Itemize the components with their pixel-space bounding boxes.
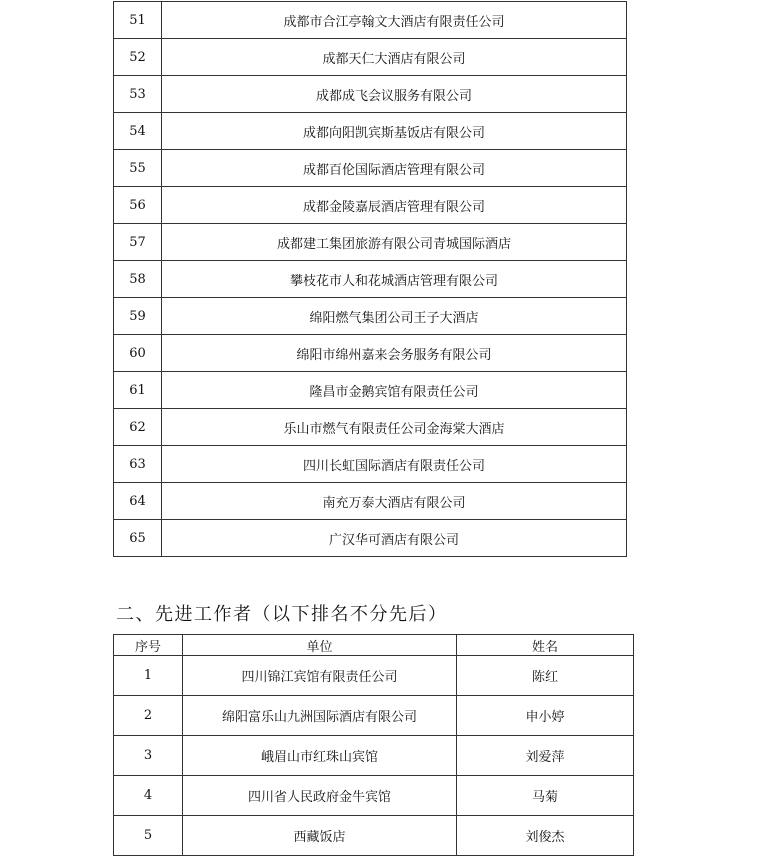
- section-heading: 二、先进工作者（以下排名不分先后）: [116, 604, 448, 625]
- row-number: 5: [114, 816, 183, 856]
- unit-name: 成都建工集团旅游有限公司青城国际酒店: [162, 224, 627, 261]
- table-row: [114, 2, 627, 39]
- advanced-workers-table: [113, 634, 634, 856]
- table-row: [114, 696, 634, 736]
- table-row: [114, 335, 627, 372]
- worker-unit: 绵阳富乐山九洲国际酒店有限公司: [183, 696, 457, 736]
- unit-name: 四川长虹国际酒店有限责任公司: [162, 446, 627, 483]
- unit-name: 乐山市燃气有限责任公司金海棠大酒店: [162, 409, 627, 446]
- unit-name: 广汉华可酒店有限公司: [162, 520, 627, 557]
- table-row: [114, 409, 627, 446]
- unit-name: 隆昌市金鹅宾馆有限责任公司: [162, 372, 627, 409]
- award-units-table: [113, 1, 627, 557]
- row-number: 53: [114, 76, 162, 113]
- table-row: [114, 736, 634, 776]
- unit-name: 成都向阳凯宾斯基饭店有限公司: [162, 113, 627, 150]
- unit-name: 绵阳市绵州嘉来会务服务有限公司: [162, 335, 627, 372]
- row-number: 4: [114, 776, 183, 816]
- row-number: 55: [114, 150, 162, 187]
- table-row: [114, 483, 627, 520]
- table-row: [114, 776, 634, 816]
- worker-unit: 四川省人民政府金牛宾馆: [183, 776, 457, 816]
- row-number: 57: [114, 224, 162, 261]
- row-number: 60: [114, 335, 162, 372]
- table-row: [114, 113, 627, 150]
- table-row: [114, 298, 627, 335]
- row-number: 1: [114, 656, 183, 696]
- worker-name: 马菊: [457, 776, 634, 816]
- table-row: [114, 150, 627, 187]
- workers-table-body: [114, 656, 634, 856]
- table-row: [114, 187, 627, 224]
- unit-name: 成都天仁大酒店有限公司: [162, 39, 627, 76]
- unit-name: 成都百伦国际酒店管理有限公司: [162, 150, 627, 187]
- row-number: 3: [114, 736, 183, 776]
- column-header-unit: 单位: [183, 635, 457, 656]
- worker-unit: 峨眉山市红珠山宾馆: [183, 736, 457, 776]
- worker-unit: 四川锦江宾馆有限责任公司: [183, 656, 457, 696]
- worker-name: 申小婷: [457, 696, 634, 736]
- row-number: 58: [114, 261, 162, 298]
- column-header-name: 姓名: [457, 635, 634, 656]
- row-number: 63: [114, 446, 162, 483]
- unit-name: 攀枝花市人和花城酒店管理有限公司: [162, 261, 627, 298]
- column-header-number: 序号: [114, 635, 183, 656]
- award-units-table-body: [114, 2, 627, 557]
- row-number: 54: [114, 113, 162, 150]
- row-number: 62: [114, 409, 162, 446]
- row-number: 64: [114, 483, 162, 520]
- worker-name: 陈红: [457, 656, 634, 696]
- table-row: [114, 224, 627, 261]
- row-number: 51: [114, 2, 162, 39]
- table-row: [114, 39, 627, 76]
- row-number: 65: [114, 520, 162, 557]
- unit-name: 绵阳燃气集团公司王子大酒店: [162, 298, 627, 335]
- table-row: [114, 816, 634, 856]
- row-number: 59: [114, 298, 162, 335]
- table-row: [114, 261, 627, 298]
- unit-name: 成都金陵嘉辰酒店管理有限公司: [162, 187, 627, 224]
- row-number: 56: [114, 187, 162, 224]
- table-row: [114, 372, 627, 409]
- worker-name: 刘俊杰: [457, 816, 634, 856]
- table-row: [114, 656, 634, 696]
- table-row: [114, 76, 627, 113]
- table-row: [114, 446, 627, 483]
- unit-name: 成都市合江亭翰文大酒店有限责任公司: [162, 2, 627, 39]
- worker-unit: 西藏饭店: [183, 816, 457, 856]
- workers-table-header: [114, 635, 634, 656]
- header-row: [114, 635, 634, 656]
- worker-name: 刘爱萍: [457, 736, 634, 776]
- unit-name: 南充万泰大酒店有限公司: [162, 483, 627, 520]
- row-number: 2: [114, 696, 183, 736]
- row-number: 52: [114, 39, 162, 76]
- row-number: 61: [114, 372, 162, 409]
- table-row: [114, 520, 627, 557]
- unit-name: 成都成飞会议服务有限公司: [162, 76, 627, 113]
